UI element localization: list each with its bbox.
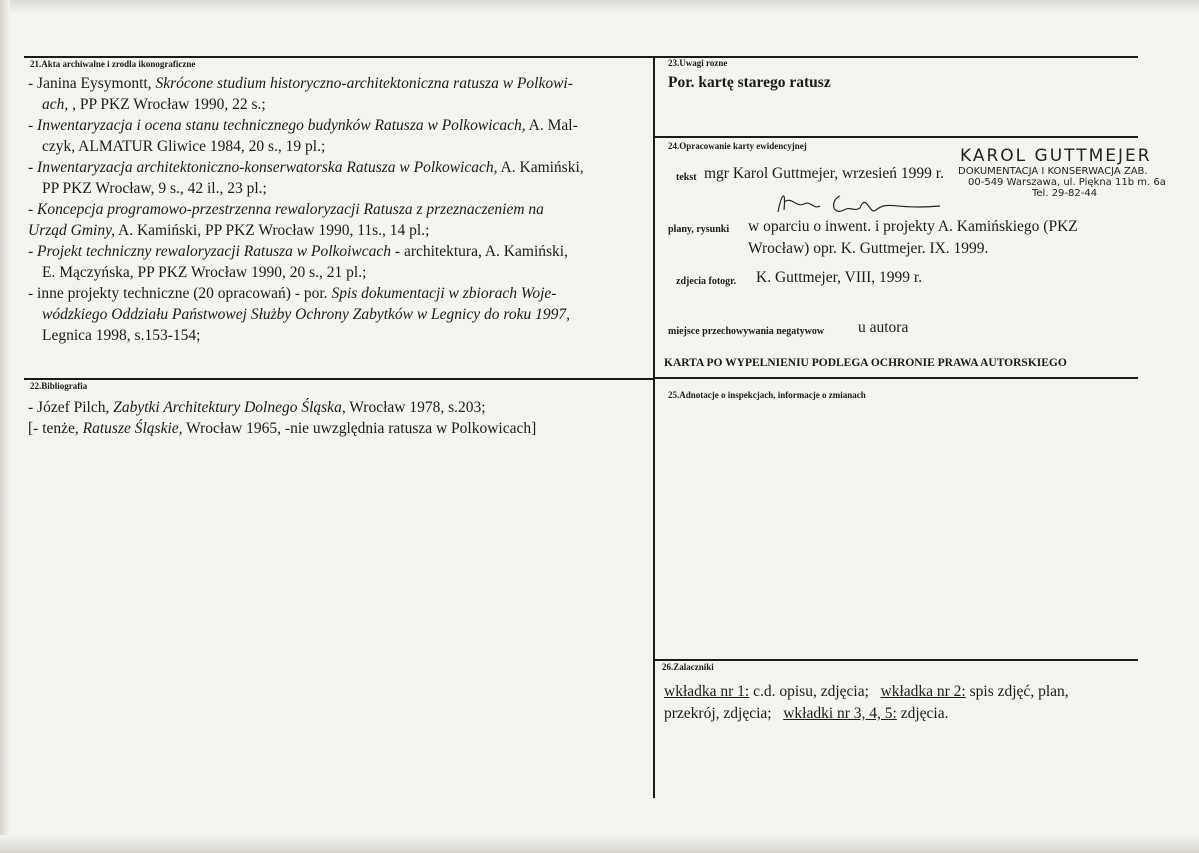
entry-text: - <box>28 117 38 134</box>
copyright-notice: KARTA PO WYPELNIENIU PODLEGA OCHRONIE PRAWA AUTORSKIEGO <box>664 357 1067 369</box>
section-21-label: 21.Akta archiwalne i zrodla ikonograficzne <box>30 59 196 69</box>
entry-text: A. Kamiński, PP PKZ Wrocław 1990, 11s., 14 pl.; <box>114 222 430 239</box>
entry-text: , , PP PKZ Wrocław 1990, 22 s.; <box>64 96 266 113</box>
plany-label: plany, rysunki <box>668 224 730 235</box>
scan-edge-top <box>0 0 1199 14</box>
scan-edge-bottom <box>0 835 1199 853</box>
miejsce-label: miejsce przechowywania negatywow <box>668 326 825 337</box>
entry-title: wódzkiego Oddziału Państwowej Służby Ochrony Zabytków w Legnicy do roku 1997, <box>42 306 570 323</box>
attachment-2-label: wkładka nr 2: <box>880 683 966 700</box>
tekst-value: mgr Karol Guttmejer, wrzesień 1999 r. <box>704 165 944 182</box>
entry-title: Ratusze Śląskie, <box>82 420 183 437</box>
entry-line <box>28 283 556 304</box>
entry-text: E. Mączyńska, PP PKZ Wrocław 1990, 20 s., 21 pl.; <box>42 264 367 281</box>
plany-value-line2: Wrocław) opr. K. Guttmejer. IX. 1999. <box>748 240 989 257</box>
entry-text: - <box>28 243 38 260</box>
attachment-2-text: spis zdjęć, plan, <box>965 683 1069 700</box>
entry-title: Spis dokumentacji w zbiorach Woje- <box>331 285 557 302</box>
section-26-label: 26.Zalaczniki <box>662 662 714 672</box>
entry-title: Zabytki Architektury Dolnego Śląska, <box>113 399 346 416</box>
entry-title: Inwentaryzacja architektoniczno-konserwatorska Ratusza w Polkowicach, <box>37 159 498 176</box>
entry-line <box>42 262 366 283</box>
entry-text: - <box>28 159 38 176</box>
tekst-label: tekst <box>676 172 697 183</box>
entry-title: Inwentaryzacja i ocena stanu technicznego budynków Ratusza w Polkowicach, <box>37 117 526 134</box>
rule-vertical <box>653 56 655 798</box>
entry-line <box>28 397 486 418</box>
entry-title: ach <box>42 96 65 113</box>
rule-middle-left <box>24 378 654 380</box>
signature <box>770 182 950 222</box>
entry-line <box>42 178 267 199</box>
entry-text: A. Kamiński, <box>497 159 584 176</box>
entry-line <box>28 418 536 439</box>
entry-text: Legnica 1998, s.153-154; <box>42 327 201 344</box>
section-25-label: 25.Adnotacje o inspekcjach, informacje o zmianach <box>668 390 866 400</box>
attachments-line2 <box>664 705 949 723</box>
stamp-name: KAROL GUTTMEJER <box>960 146 1152 166</box>
rule-25-26 <box>654 659 1138 661</box>
author-stamp <box>958 146 1166 199</box>
entry-line <box>42 304 570 325</box>
entry-text: - Józef Pilch, <box>28 399 114 416</box>
section-22-label: 22.Bibliografia <box>30 381 88 391</box>
section-24-label: 24.Opracowanie karty ewidencyjnej <box>668 141 807 151</box>
entry-line <box>28 220 429 241</box>
entry-line <box>28 115 578 136</box>
stamp-line2: 00-549 Warszawa, ul. Piękna 11b m. 6a <box>968 177 1166 188</box>
rule-middle-right <box>654 377 1138 379</box>
entry-line <box>28 241 568 262</box>
rule-top <box>24 56 1138 58</box>
entry-text: Wrocław 1965, -nie uwzględnia ratusza w Polkowicach] <box>182 420 537 437</box>
entry-text: - Janina Eysymontt, <box>28 75 156 92</box>
entry-line <box>42 136 325 157</box>
scan-edge-left <box>0 0 10 853</box>
attachment-2-text-cont: przekrój, zdjęcia; <box>664 705 772 722</box>
entry-line <box>42 325 200 346</box>
entry-title: Skrócone studium historyczno-architektoniczna ratusza w Polkowi- <box>155 75 573 92</box>
zdjecia-label: zdjecia fotogr. <box>676 276 737 287</box>
entry-text: - architektura, A. Kamiński, <box>391 243 568 260</box>
entry-text: - inne projekty techniczne (20 opracowań) - por. <box>28 285 332 302</box>
entry-title: Projekt techniczny rewaloryzacji Ratusza w Polkoiwcach <box>37 243 392 260</box>
section-23-text: Por. kartę starego ratusz <box>668 74 831 91</box>
entry-text: Wrocław 1978, s.203; <box>345 399 486 416</box>
miejsce-value: u autora <box>858 319 909 336</box>
entry-text: [- tenże, <box>28 420 83 437</box>
entry-title: Urząd Gminy, <box>28 222 115 239</box>
entry-line <box>28 199 544 220</box>
entry-text: PP PKZ Wrocław, 9 s., 42 il., 23 pl.; <box>42 180 267 197</box>
attachment-3-label: wkładki nr 3, 4, 5: <box>783 705 897 722</box>
stamp-line3: Tel. 29-82-44 <box>1032 188 1098 199</box>
attachments-line1 <box>664 683 1069 701</box>
entry-line <box>28 73 573 94</box>
entry-text: - <box>28 201 38 218</box>
section-23-label: 23.Uwagi rozne <box>668 58 728 68</box>
attachment-3-text: zdjęcia. <box>896 705 949 722</box>
stamp-line1: DOKUMENTACJA I KONSERWACJA ZAB. <box>958 166 1148 177</box>
entry-line <box>42 94 266 115</box>
attachment-1-text: c.d. opisu, zdjęcia; <box>749 683 869 700</box>
plany-value-line1: w oparciu o inwent. i projekty A. Kamińskiego (PKZ <box>748 218 1078 235</box>
rule-23-24 <box>654 136 1138 138</box>
entry-text: czyk, ALMATUR Gliwice 1984, 20 s., 19 pl.; <box>42 138 326 155</box>
entry-text: A. Mal- <box>525 117 578 134</box>
attachment-1-label: wkładka nr 1: <box>664 683 750 700</box>
zdjecia-value: K. Guttmejer, VIII, 1999 r. <box>756 269 923 286</box>
entry-line <box>28 157 584 178</box>
entry-title: Koncepcja programowo-przestrzenna rewaloryzacji Ratusza z przeznaczeniem na <box>37 201 544 218</box>
